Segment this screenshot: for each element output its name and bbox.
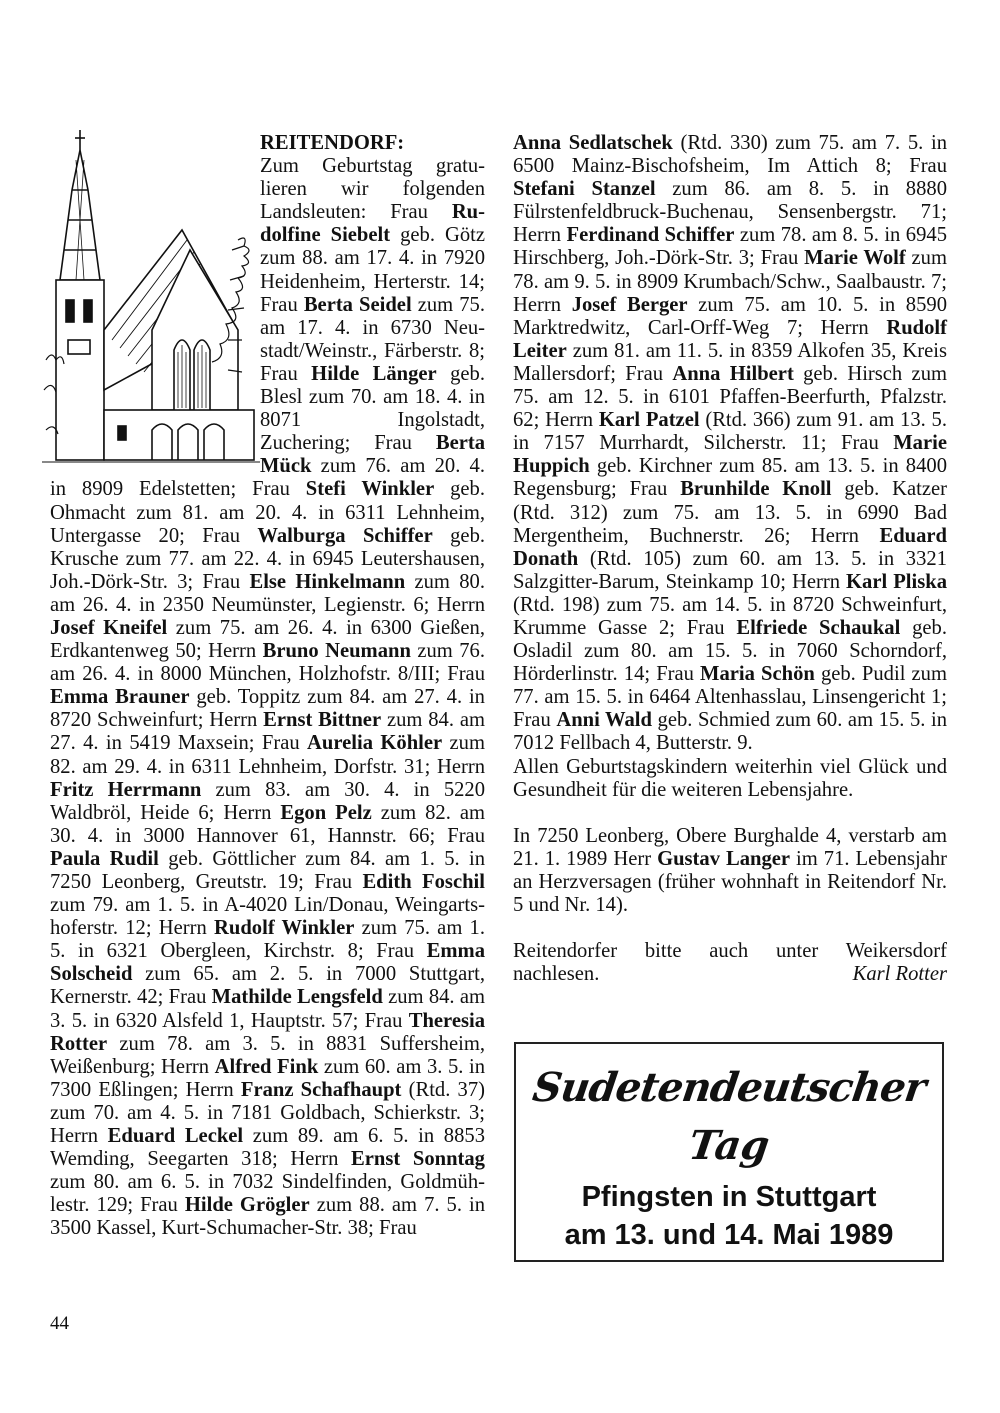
- entry-text: zum 84. am 3. 5. in 6320 Alsfeld 1, Hauptstr. 57; Frau: [50, 986, 485, 1032]
- person-name: Brunhilde Knoll: [680, 478, 832, 501]
- entry-text: zum 65. am 2. 5. in 7000 Stuttgart, Kernerstr. 42; Frau: [50, 963, 485, 1009]
- person-name: Ernst Sonntag: [351, 1148, 485, 1171]
- entry-text: zum 78. am 9. 5. in 8909 Krumbach/Schw., Saalbaustr. 7; Herrn: [513, 247, 947, 316]
- person-name: Emma Solscheid: [50, 940, 485, 986]
- page-number: 44: [50, 1313, 69, 1334]
- event-advertisement: [514, 1042, 944, 1262]
- entry-text: zum 75. am 1. 5. in 6321 Obergleen, Kirchstr. 8; Frau: [50, 917, 485, 963]
- person-name: Rudolfine Siebelt: [260, 201, 485, 247]
- church-illustration: [42, 130, 260, 468]
- person-name: Ferdinand Schiffer: [566, 224, 735, 247]
- entry-text: Zum Geburtstag gratulieren wir folgenden Landsleuten: Frau: [260, 155, 485, 224]
- person-name: Edith Foschil: [362, 871, 485, 893]
- entry-text: zum 82. am 30. 4. in 3000 Hannover 61, Hannstr. 66; Frau: [50, 801, 485, 847]
- birthday-list-right: [513, 132, 947, 756]
- person-name: Karl Pliska: [846, 570, 947, 593]
- cross-reference-note: Reitendorfer bitte auch unter Weikersdorf: [513, 940, 947, 963]
- entry-text: zum 88. am 7. 5. in 3500 Kassel, Kurt-Schumacher-Str. 38; Frau: [50, 1194, 485, 1240]
- entry-text: (Rtd. 330) zum 75. am 7. 5. in 6500 Mainz-Bischofsheim, Im Attich 8; Frau: [513, 132, 947, 178]
- entry-text: zum 79. am 1. 5. in A-4020 Lin/Donau, Weingartshoferstr. 12; Herrn: [50, 894, 485, 940]
- entry-text: (Rtd. 198) zum 75. am 14. 5. in 8720 Schweinfurt, Krumme Gasse 2; Frau: [513, 593, 947, 639]
- person-name: Josef Kneifel: [50, 616, 168, 639]
- person-name: Gustav Langer: [657, 847, 791, 870]
- cross-reference-note-end: nachlesen.: [513, 963, 600, 986]
- entry-text: geb. Osladil zum 80. am 15. 5. in 7060 Schorndorf, Hörderlinstr. 14; Frau: [513, 616, 948, 686]
- person-name: Franz Schafhaupt: [240, 1078, 402, 1101]
- person-name: Else Hinkelmann: [249, 570, 406, 593]
- ad-event-location: Pfingsten in Stuttgart: [581, 1181, 877, 1213]
- ad-event-date: am 13. und 14. Mai 1989: [564, 1219, 894, 1251]
- person-name: Fritz Herrmann: [50, 778, 202, 801]
- entry-text: (Rtd. 366) zum 91. am 13. 5. in 7157 Murrhardt, Silcherstr. 11; Frau: [513, 409, 947, 455]
- entry-text: zum 80. am 6. 5. in 7032 Sindelfinden, Goldmühlestr. 129; Frau: [50, 1171, 485, 1217]
- entry-text: geb. Kirchner zum 85. am 13. 5. in 8400 Regensburg; Frau: [513, 455, 947, 501]
- person-name: Anna Sedlatschek: [513, 132, 673, 154]
- person-name: Anni Wald: [556, 709, 652, 732]
- entry-text: zum 80. am 26. 4. in 2350 Neumünster, Legienstr. 6; Herrn: [50, 570, 485, 616]
- person-name: Karl Patzel: [598, 409, 700, 432]
- person-name: Emma Brauner: [50, 686, 190, 709]
- entry-text: geb. Schmied zum 60. am 15. 5. in 7012 Fellbach 4, Butterstr. 9.: [513, 709, 947, 755]
- person-name: Bruno Neumann: [262, 640, 411, 663]
- entry-text: zum 78. am 3. 5. in 8831 Suffersheim, Weißenburg; Herrn: [50, 1032, 485, 1078]
- entry-text: geb. Göttlicher zum 84. am 1. 5. in 7250 Leonberg, Greutstr. 19; Frau: [50, 847, 486, 893]
- person-name: Egon Pelz: [280, 801, 372, 824]
- person-name: Stefi Winkler: [305, 478, 435, 501]
- person-name: Paula Rudil: [50, 847, 159, 870]
- entry-text: geb. Toppitz zum 84. am 27. 4. in 8720 Schweinfurt; Herrn: [50, 686, 485, 732]
- entry-text: (Rtd. 105) zum 60. am 13. 5. in 3321 Salzgitter-Barum, Steinkamp 10; Herrn: [513, 547, 947, 593]
- entry-text: zum 83. am 30. 4. in 5220 Waldbröl, Heide 6; Herrn: [50, 778, 486, 824]
- person-name: Berta Mück: [260, 432, 485, 478]
- obituary-notice: [513, 825, 947, 917]
- entry-text: zum 84. am 27. 4. in 5419 Maxsein; Frau: [50, 709, 485, 755]
- author-signature: Karl Rotter: [852, 963, 947, 986]
- person-name: Marie Huppich: [513, 432, 947, 478]
- closing-wish: Allen Geburtstagskindern weiterhin viel Glück und Gesundheit für die weiteren Lebensjahre.: [513, 755, 947, 801]
- person-name: Anna Hilbert: [672, 362, 794, 385]
- person-name: Marie Wolf: [804, 247, 906, 270]
- entry-text: zum 82. am 29. 4. in 6311 Lehnheim, Dorfstr. 31; Herrn: [50, 732, 485, 778]
- person-name: Hilde Länger: [311, 362, 437, 385]
- person-name: Aurelia Köhler: [307, 732, 443, 755]
- entry-text: im 71. Lebensjahr an Herzversagen (früher wohnhaft in Reitendorf Nr. 5 und Nr. 14).: [513, 847, 947, 916]
- ad-script-title: Sudetendeutscher: [529, 1064, 929, 1111]
- entry-text: geb. Götz zum 88. am 17. 4. in 7920 Heidenheim, Herterstr. 14; Frau: [260, 224, 485, 316]
- right-column: [513, 132, 947, 986]
- person-name: Ernst Bittner: [263, 709, 382, 732]
- person-name: Berta Seidel: [303, 293, 412, 316]
- entry-text: geb. Hirsch zum 75. am 12. 5. in 6101 Pfaffen-Beerfurth, Pfalzstr. 62; Herrn: [513, 362, 948, 432]
- entry-text: geb. Ohmacht zum 81. am 20. 4. in 6311 Lehnheim, Untergasse 20; Frau: [50, 478, 486, 547]
- entry-text: zum 75. am 10. 5. in 8590 Marktredwitz, Carl-Orff-Weg 7; Herrn: [513, 293, 947, 339]
- person-name: Stefani Stanzel: [513, 178, 656, 201]
- entry-text: zum 81. am 11. 5. in 8359 Alkofen 35, Kreis Mallersdorf; Frau: [513, 339, 947, 385]
- person-name: Josef Berger: [571, 293, 688, 316]
- entry-text: zum 75. am 26. 4. in 6300 Gießen, Erdkantenweg 50; Herrn: [50, 616, 485, 663]
- entry-text: zum 76. am 26. 4. in 8000 München, Holzhofstr. 8/III; Frau: [50, 640, 485, 686]
- entry-text: zum 60. am 3. 5. in 7300 Eßlingen; Herrn: [50, 1055, 486, 1101]
- person-name: Walburga Schiffer: [257, 524, 433, 547]
- entry-text: geb. Blesl zum 70. am 18. 4. in 8071 Ingolstadt, Zuchering; Frau: [260, 362, 485, 455]
- person-name: Alfred Fink: [214, 1055, 319, 1078]
- person-name: Theresia Rotter: [50, 1009, 485, 1055]
- entry-text: zum 75. am 17. 4. in 6730 Neustadt/Weinstr., Färberstr. 8; Frau: [260, 293, 486, 385]
- left-column: [50, 132, 485, 1241]
- person-name: Maria Schön: [700, 663, 815, 686]
- entry-text: zum 86. am 8. 5. in 8880 Fülrstenfeldbruck-Buchenau, Sensenbergstr. 71; Herrn: [513, 178, 947, 247]
- entry-text: zum 78. am 8. 5. in 6945 Hirschberg, Joh.-Dörk-Str. 3; Frau: [513, 224, 947, 270]
- person-name: Eduard Donath: [513, 524, 947, 570]
- person-name: Hilde Grögler: [184, 1194, 310, 1217]
- person-name: Rudolf Leiter: [513, 316, 947, 362]
- person-name: Elfriede Schaukal: [736, 616, 901, 639]
- entry-text: (Rtd. 37) zum 70. am 4. 5. in 7181 Goldbach, Schierkstr. 3; Herrn: [50, 1078, 486, 1148]
- entry-text: geb. Krusche zum 77. am 22. 4. in 6945 Leutershausen, Joh.-Dörk-Str. 3; Frau: [50, 524, 486, 593]
- entry-text: geb. Pudil zum 77. am 15. 5. in 6464 Altenhasslau, Linsengericht 1; Frau: [513, 663, 947, 732]
- entry-text: zum 76. am 20. 4. in 8909 Edelstetten; Frau: [50, 455, 485, 501]
- section-heading: REITENDORF:: [260, 132, 405, 154]
- entry-text: geb. Katzer (Rtd. 312) zum 75. am 13. 5. in 6990 Bad Mergentheim, Buchnerstr. 26; Herrn: [513, 478, 947, 547]
- person-name: Rudolf Winkler: [214, 917, 355, 940]
- entry-text: In 7250 Leonberg, Obere Burghalde 4, verstarb am 21. 1. 1989 Herr: [513, 824, 947, 870]
- person-name: Eduard Leckel: [107, 1125, 244, 1148]
- entry-text: zum 89. am 6. 5. in 8853 Wemding, Seegarten 318; Herrn: [50, 1125, 485, 1171]
- person-name: Mathilde Lengsfeld: [211, 986, 383, 1009]
- ad-script-subtitle: Tag: [685, 1122, 773, 1169]
